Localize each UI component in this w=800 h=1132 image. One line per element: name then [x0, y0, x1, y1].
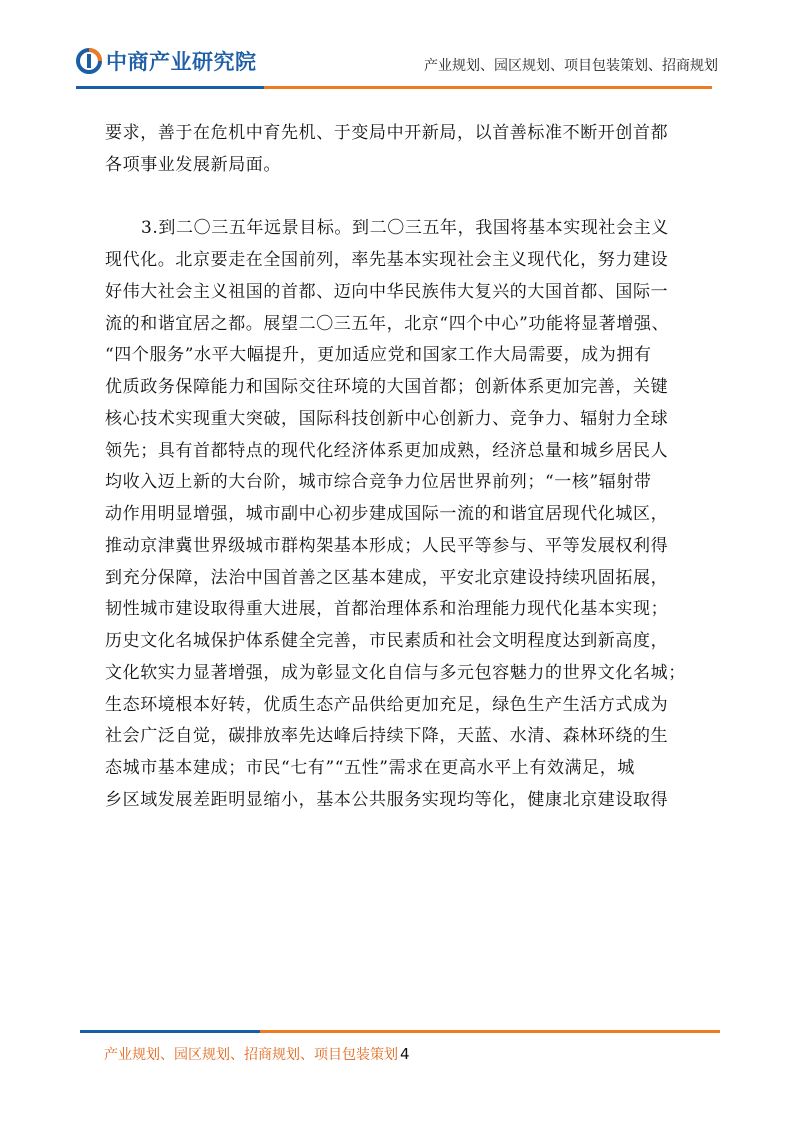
text-line: 到充分保障，法治中国首善之区基本建成，平安北京建设持续巩固拓展， — [105, 567, 669, 588]
logo-icon — [76, 48, 102, 74]
text-line: 现代化。北京要走在全国前列，率先基本实现社会主义现代化，努力建设 — [105, 250, 669, 270]
text-line: 好伟大社会主义祖国的首都、迈向中华民族伟大复兴的大国首都、国际一 — [105, 281, 669, 302]
paragraph-gap — [105, 182, 720, 214]
text-line: “四个服务”水平大幅提升，更加适应党和国家工作大局需要，成为拥有 — [105, 345, 652, 366]
text-line: 均收入迈上新的大台阶，城市综合竞争力位居世界前列；“一核”辐射带 — [105, 472, 652, 493]
logo — [76, 44, 257, 78]
footer-divider-orange — [260, 1030, 720, 1033]
text-line: 领先；具有首都特点的现代化经济体系更加成熟，经济总量和城乡居民人 — [105, 440, 669, 461]
text-line: 乡区域发展差距明显缩小，基本公共服务实现均等化，健康北京建设取得 — [105, 789, 669, 810]
footer-divider-blue — [80, 1030, 260, 1033]
page-number: 4 — [400, 1045, 410, 1063]
logo-text: 中商产业研究院 — [106, 50, 257, 74]
text-line: 各项事业发展新局面。 — [105, 154, 281, 175]
document-body — [105, 118, 720, 848]
header-divider-blue — [76, 86, 264, 89]
footer — [104, 1044, 410, 1064]
text-line: 社会广泛自觉，碳排放率先达峰后持续下降，天蓝、水清、森林环绕的生 — [105, 726, 669, 747]
text-line: 态城市基本建成；市民“七有”“五性”需求在更高水平上有效满足，城 — [105, 758, 635, 778]
header-divider-orange — [264, 86, 712, 89]
text-line: 生态环境根本好转，优质生态产品供给更加充足，绿色生产生活方式成为 — [105, 694, 669, 715]
text-line: 3.到二〇三五年远景目标。到二〇三五年，我国将基本实现社会主义 — [141, 218, 669, 239]
header-tagline: 产业规划、园区规划、项目包装策划、招商规划 — [424, 58, 718, 74]
footer-tagline: 产业规划、园区规划、招商规划、项目包装策划 — [104, 1047, 398, 1063]
text-line — [105, 817, 720, 849]
text-line: 文化软实力显著增强，成为彰显文化自信与多元包容魅力的世界文化名城； — [105, 662, 686, 683]
text-line: 韧性城市建设取得重大进展，首都治理体系和治理能力现代化基本实现； — [105, 599, 669, 620]
text-line: 流的和谐宜居之都。展望二〇三五年，北京“四个中心”功能将显著增强、 — [105, 313, 670, 334]
text-line: 动作用明显增强，城市副中心初步建成国际一流的和谐宜居现代化城区， — [105, 504, 669, 524]
text-line: 历史文化名城保护体系健全完善，市民素质和社会文明程度达到新高度， — [105, 631, 669, 651]
text-line: 核心技术实现重大突破，国际科技创新中心创新力、竞争力、辐射力全球 — [105, 408, 669, 429]
text-line: 推动京津冀世界级城市群构架基本形成；人民平等参与、平等发展权利得 — [105, 535, 669, 556]
text-line: 优质政务保障能力和国际交往环境的大国首都；创新体系更加完善，关键 — [105, 377, 669, 397]
text-line: 要求，善于在危机中育先机、于变局中开新局，以首善标准不断开创首都 — [105, 123, 669, 143]
